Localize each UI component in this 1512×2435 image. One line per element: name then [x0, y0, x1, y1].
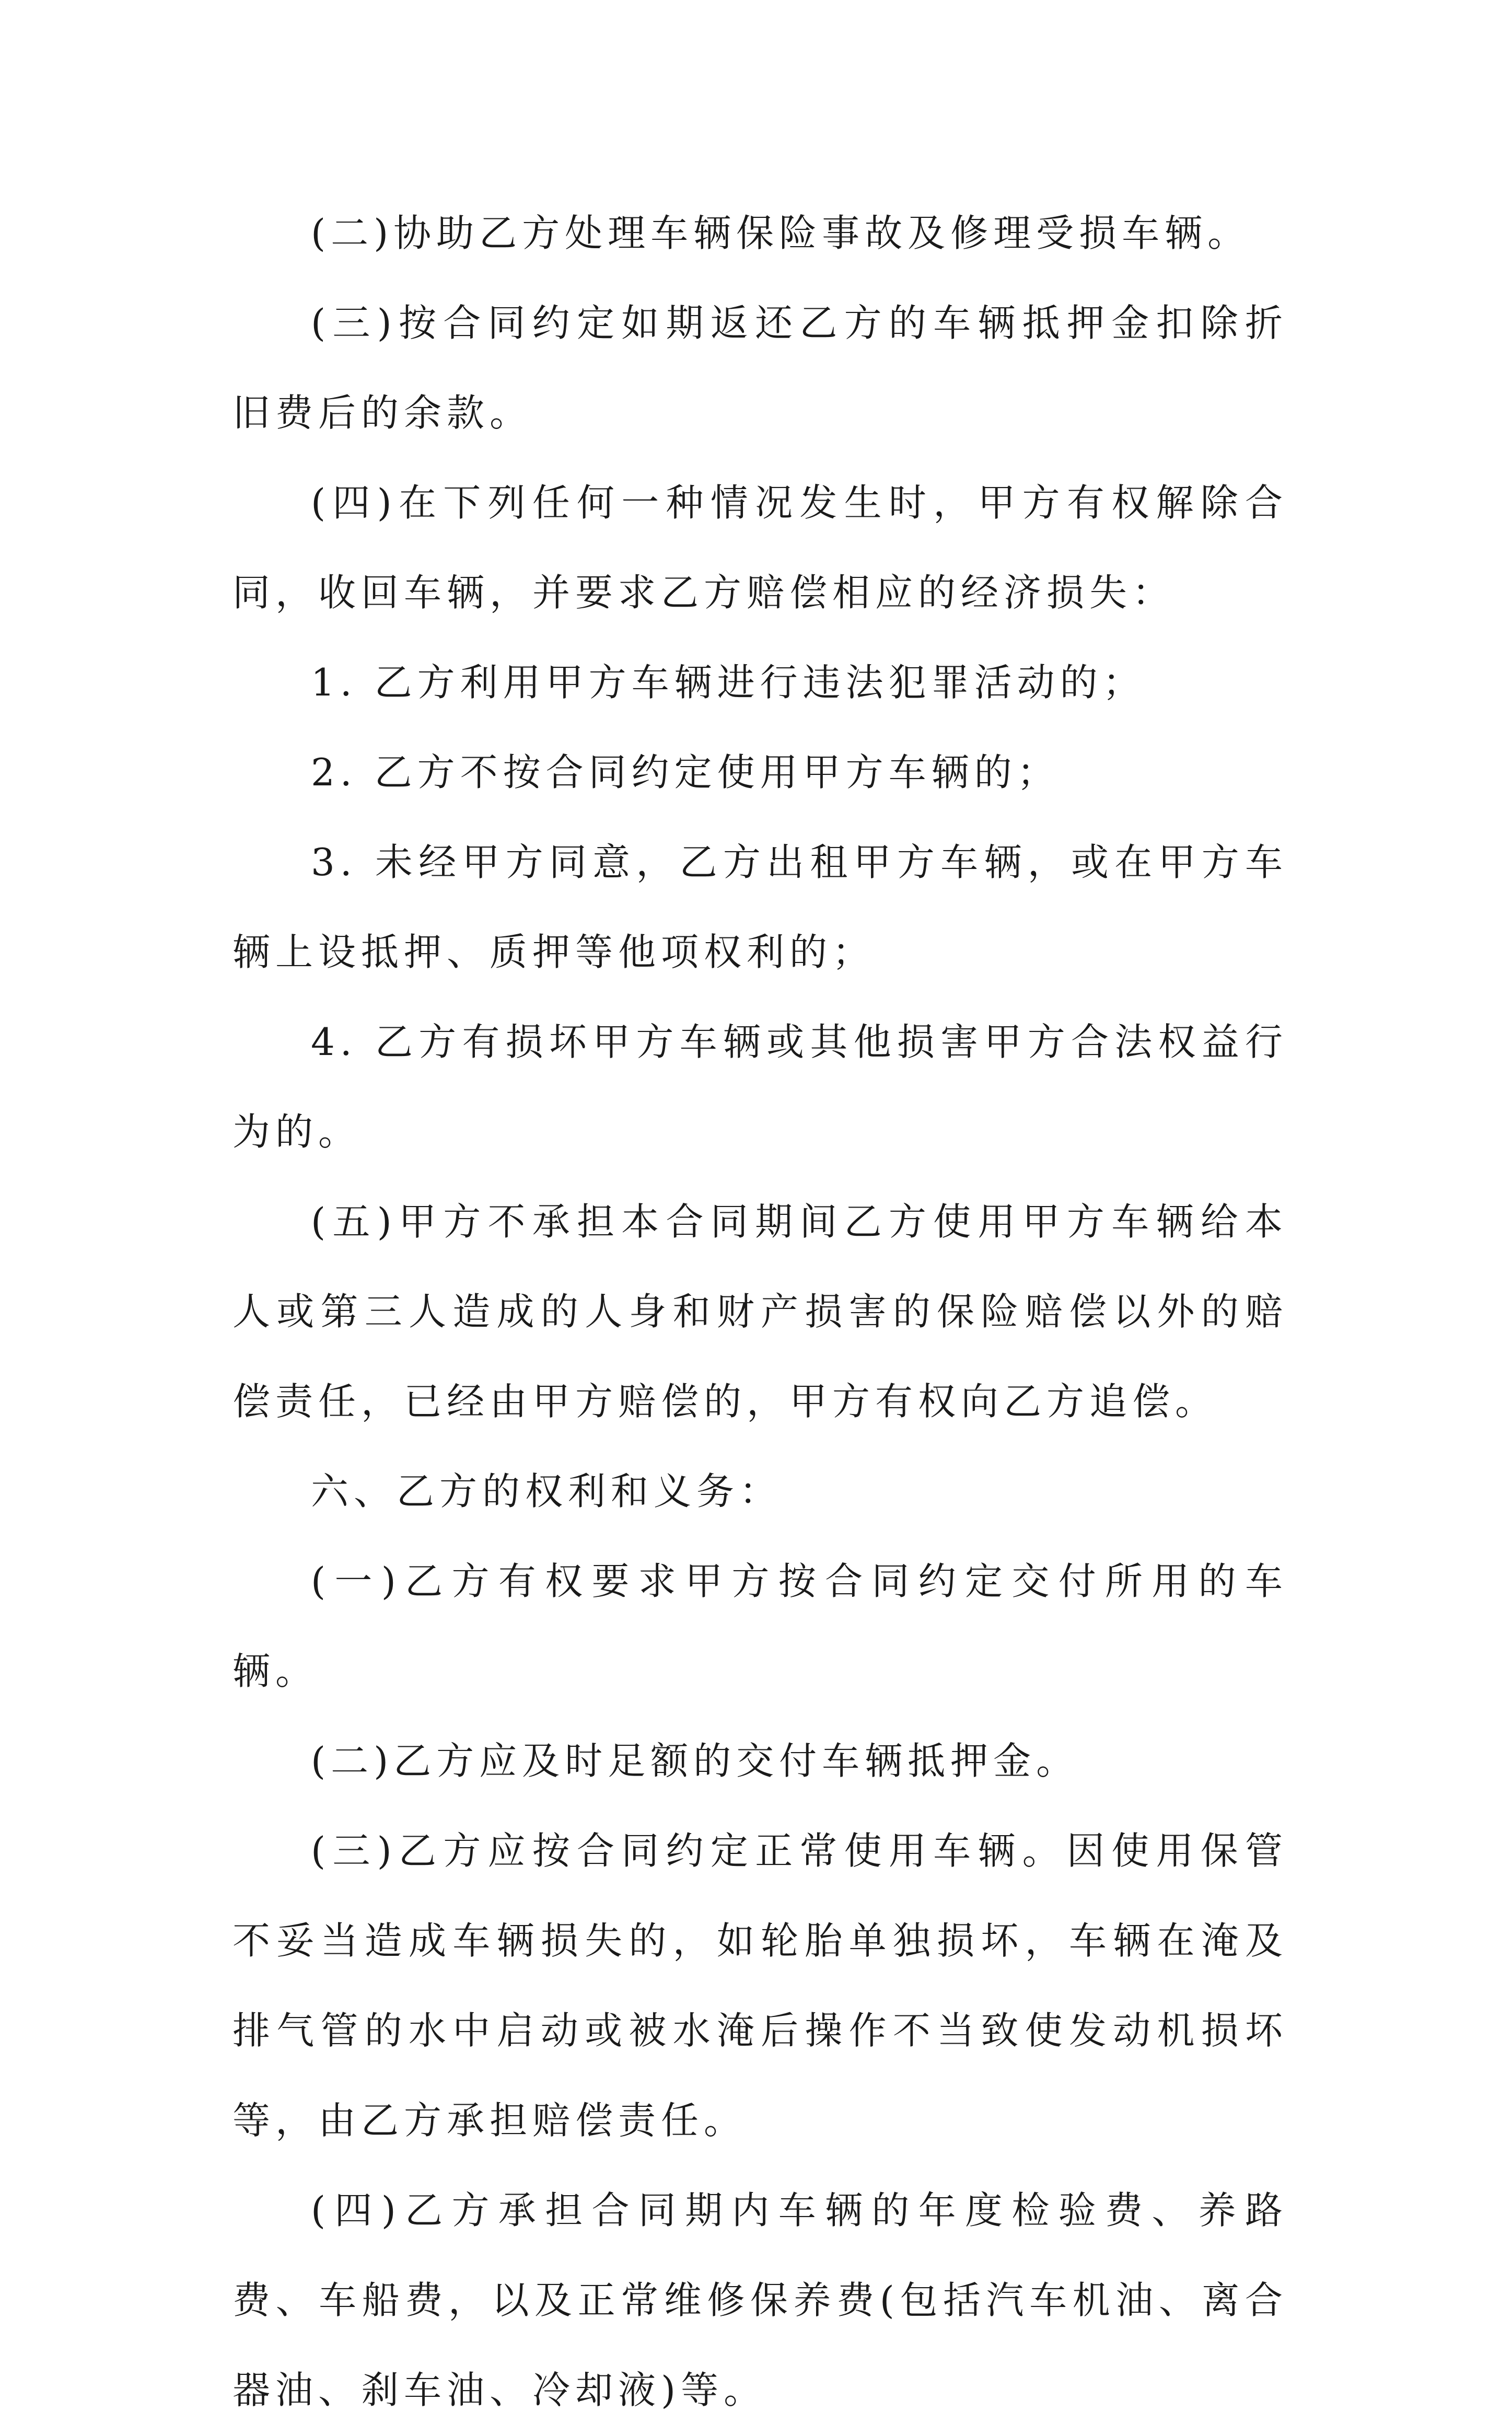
paragraph: (二)协助乙方处理车辆保险事故及修理受损车辆。: [311, 211, 1251, 255]
list-item: 3. 未经甲方同意，乙方出租甲方车辆，或在甲方车辆上设抵押、质押等他项权利的；: [232, 840, 1288, 974]
paragraph: (四)乙方承担合同期内车辆的年度检验费、养路费、车船费，以及正常维修保养费(包括汽车机油、离合器油、刹车油、冷却液)等。: [232, 2188, 1288, 2412]
paragraph: (二)乙方应及时足额的交付车辆抵押金。: [311, 1739, 1079, 1783]
document-body: [232, 188, 1288, 2435]
list-item: 1. 乙方利用甲方车辆进行违法犯罪活动的；: [311, 660, 1146, 704]
paragraph: (一)乙方有权要求甲方按合同约定交付所用的车辆。: [232, 1559, 1288, 1693]
paragraph: (三)乙方应按合同约定正常使用车辆。因使用保管不妥当造成车辆损失的，如轮胎单独损坏，车辆在淹及排气管的水中启动或被水淹后操作不当致使发动机损坏等，由乙方承担赔偿责任。: [232, 1829, 1288, 2142]
paragraph: (三)按合同约定如期返还乙方的车辆抵押金扣除折旧费后的余款。: [232, 301, 1288, 435]
section-heading: 六、乙方的权利和义务：: [311, 1469, 783, 1513]
paragraph: (四)在下列任何一种情况发生时，甲方有权解除合同，收回车辆，并要求乙方赔偿相应的经济损失：: [232, 481, 1288, 614]
list-item: 4. 乙方有损坏甲方车辆或其他损害甲方合法权益行为的。: [232, 1020, 1288, 1154]
list-item: 2. 乙方不按合同约定使用甲方车辆的；: [311, 750, 1060, 794]
paragraph: (五)甲方不承担本合同期间乙方使用甲方车辆给本人或第三人造成的人身和财产损害的保险赔偿以外的赔偿责任，已经由甲方赔偿的，甲方有权向乙方追偿。: [232, 1200, 1288, 1423]
